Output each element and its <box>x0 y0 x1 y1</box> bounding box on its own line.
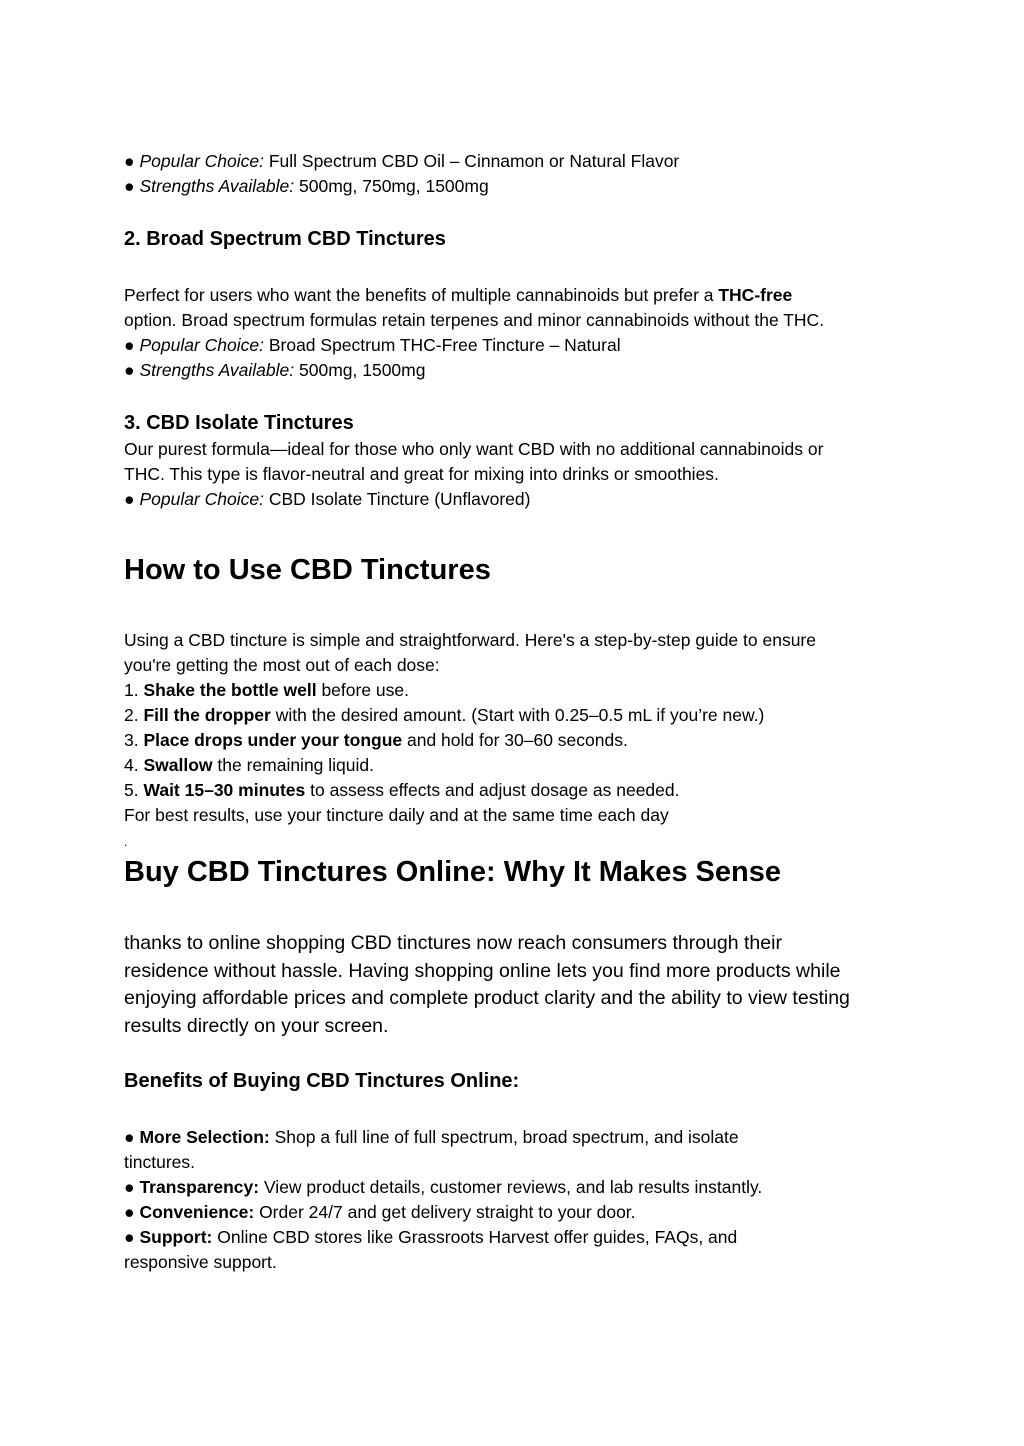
bullet-icon: ● <box>124 360 135 380</box>
step-number: 2. <box>124 705 144 725</box>
step-action: Shake the bottle well <box>143 680 317 700</box>
step-item <box>124 703 764 728</box>
list-item <box>124 1175 762 1200</box>
benefit-label: More Selection: <box>139 1127 270 1147</box>
list-item <box>124 487 530 512</box>
benefit-text: Shop a full line of full spectrum, broad spectrum, and isolate <box>269 1127 739 1147</box>
list-item <box>124 1200 636 1225</box>
stray-period: . <box>124 835 128 849</box>
paragraph-line: enjoying affordable prices and complete product clarity and the ability to view testing <box>124 987 850 1009</box>
section-heading: 3. CBD Isolate Tinctures <box>124 412 354 434</box>
paragraph-line: results directly on your screen. <box>124 1014 389 1037</box>
list-item <box>124 1225 737 1250</box>
step-number: 4. <box>124 755 144 775</box>
popular-choice-value: CBD Isolate Tincture (Unflavored) <box>263 489 531 509</box>
section-title: Buy CBD Tinctures Online: Why It Makes Sense <box>124 856 781 888</box>
step-number: 1. <box>124 680 144 700</box>
step-action: Fill the dropper <box>143 705 271 725</box>
paragraph-line: option. Broad spectrum formulas retain terpenes and minor cannabinoids without the THC. <box>124 310 825 330</box>
section-heading: 2. Broad Spectrum CBD Tinctures <box>124 228 446 250</box>
step-detail: and hold for 30–60 seconds. <box>402 730 628 750</box>
strengths-value: 500mg, 1500mg <box>294 360 426 380</box>
strengths-label: Strengths Available: <box>139 360 295 380</box>
bullet-icon: ● <box>124 151 135 171</box>
step-number: 5. <box>124 780 144 800</box>
bullet-icon: ● <box>124 1227 135 1247</box>
paragraph-line: For best results, use your tincture daily and at the same time each day <box>124 805 669 825</box>
benefit-text: Order 24/7 and get delivery straight to your door. <box>254 1202 636 1222</box>
benefit-text: View product details, customer reviews, and lab results instantly. <box>259 1177 763 1197</box>
paragraph-line: Our purest formula—ideal for those who only want CBD with no additional cannabinoids or <box>124 439 824 459</box>
step-action: Wait 15–30 minutes <box>143 780 306 800</box>
step-detail: before use. <box>316 680 409 700</box>
section-heading: Benefits of Buying CBD Tinctures Online: <box>124 1070 520 1092</box>
list-item <box>124 174 489 199</box>
step-detail: to assess effects and adjust dosage as needed. <box>305 780 680 800</box>
popular-choice-label: Popular Choice: <box>139 489 264 509</box>
step-detail: with the desired amount. (Start with 0.25–0.5 mL if you’re new.) <box>270 705 765 725</box>
popular-choice-value: Broad Spectrum THC-Free Tincture – Natural <box>263 335 621 355</box>
list-item <box>124 358 425 383</box>
paragraph-line <box>124 283 792 308</box>
bullet-icon: ● <box>124 1177 135 1197</box>
paragraph-line: THC. This type is flavor-neutral and great for mixing into drinks or smoothies. <box>124 464 719 484</box>
step-item <box>124 753 374 778</box>
step-item <box>124 728 628 753</box>
list-item <box>124 1125 739 1150</box>
list-item-continuation: responsive support. <box>124 1252 277 1272</box>
bullet-icon: ● <box>124 1202 135 1222</box>
step-action: Place drops under your tongue <box>143 730 403 750</box>
step-detail: the remaining liquid. <box>212 755 374 775</box>
strengths-label: Strengths Available: <box>139 176 295 196</box>
list-item <box>124 333 621 358</box>
popular-choice-label: Popular Choice: <box>139 335 264 355</box>
step-number: 3. <box>124 730 144 750</box>
benefit-label: Support: <box>139 1227 213 1247</box>
paragraph-text: Perfect for users who want the benefits of multiple cannabinoids but prefer a <box>124 285 719 305</box>
bullet-icon: ● <box>124 176 135 196</box>
step-action: Swallow <box>143 755 213 775</box>
bullet-icon: ● <box>124 335 135 355</box>
strengths-value: 500mg, 750mg, 1500mg <box>294 176 489 196</box>
benefit-text: Online CBD stores like Grassroots Harvest offer guides, FAQs, and <box>212 1227 738 1247</box>
paragraph-line: thanks to online shopping CBD tinctures now reach consumers through their <box>124 932 782 954</box>
thc-free-emphasis: THC-free <box>718 285 793 305</box>
popular-choice-value: Full Spectrum CBD Oil – Cinnamon or Natural Flavor <box>263 151 680 171</box>
step-item <box>124 678 409 703</box>
benefit-label: Convenience: <box>139 1202 255 1222</box>
benefit-label: Transparency: <box>139 1177 260 1197</box>
list-item-continuation: tinctures. <box>124 1152 195 1172</box>
paragraph-line: you're getting the most out of each dose: <box>124 655 440 675</box>
popular-choice-label: Popular Choice: <box>139 151 264 171</box>
section-title: How to Use CBD Tinctures <box>124 554 491 586</box>
paragraph-line: residence without hassle. Having shopping online lets you find more products while <box>124 959 841 982</box>
bullet-icon: ● <box>124 1127 135 1147</box>
bullet-icon: ● <box>124 489 135 509</box>
step-item <box>124 778 680 803</box>
paragraph-line: Using a CBD tincture is simple and straightforward. Here's a step-by-step guide to ensure <box>124 630 816 650</box>
list-item <box>124 149 679 174</box>
